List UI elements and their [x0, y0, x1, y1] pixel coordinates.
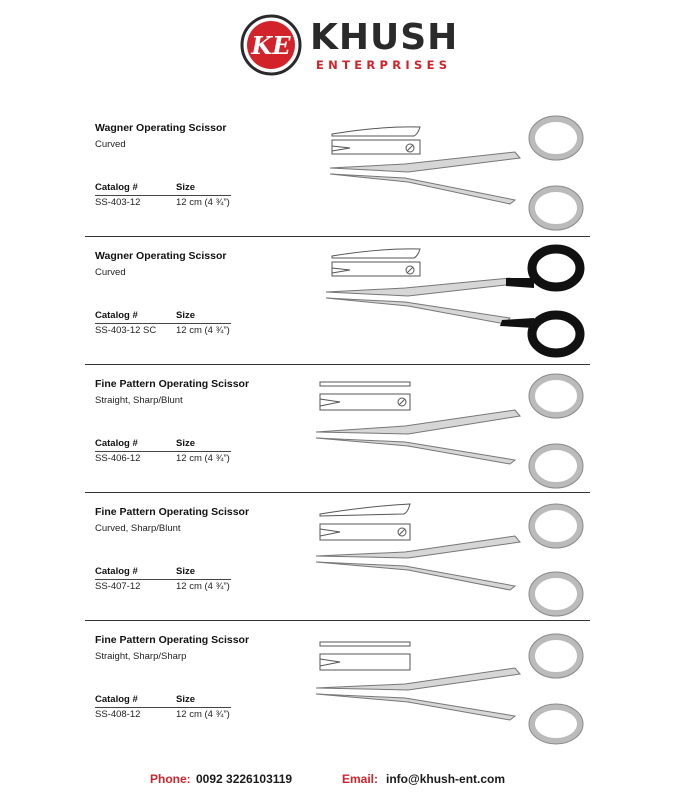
ke-monogram-icon: [240, 14, 302, 76]
brand-tagline: ENTERPRISES: [316, 58, 452, 72]
size-column-label: Size: [176, 310, 196, 321]
product-size: 12 cm (4 ¾”): [176, 325, 230, 336]
scissor-image: [310, 368, 600, 490]
email-label: Email:: [342, 772, 379, 786]
product-title: Fine Pattern Operating Scissor: [95, 634, 250, 646]
product-size: 12 cm (4 ¾”): [176, 581, 230, 592]
product-title: Wagner Operating Scissor: [95, 250, 227, 262]
catalog-number: SS-408-12: [95, 709, 141, 720]
product-description: Curved: [95, 267, 126, 278]
catalog-header: [95, 694, 231, 708]
size-column-label: Size: [176, 566, 196, 577]
catalog-column-label: Catalog #: [95, 694, 138, 705]
product-size: 12 cm (4 ¾”): [176, 709, 230, 720]
phone-label: Phone:: [150, 772, 191, 786]
contact-footer: [0, 772, 689, 792]
product-title: Fine Pattern Operating Scissor: [95, 506, 250, 518]
scissor-image: [310, 240, 600, 362]
catalog-column-label: Catalog #: [95, 182, 138, 193]
catalog-number: SS-403-12 SC: [95, 325, 157, 336]
catalog-header: [95, 438, 231, 452]
catalog-column-label: Catalog #: [95, 438, 138, 449]
catalog-number: SS-407-12: [95, 581, 141, 592]
product-title: Fine Pattern Operating Scissor: [95, 378, 250, 390]
size-column-label: Size: [176, 694, 196, 705]
product-section: [0, 108, 689, 236]
svg-text:KE: KE: [251, 31, 291, 60]
scissor-image: [310, 496, 600, 618]
product-description: Curved, Sharp/Blunt: [95, 523, 181, 534]
catalog-column-label: Catalog #: [95, 566, 138, 577]
brand-name: KHUSH: [310, 17, 459, 58]
product-size: 12 cm (4 ¾”): [176, 453, 230, 464]
catalog-header: [95, 566, 231, 580]
product-section: [0, 236, 689, 364]
product-section: [0, 620, 689, 748]
size-column-label: Size: [176, 182, 196, 193]
product-description: Straight, Sharp/Sharp: [95, 651, 187, 662]
catalog-number: SS-406-12: [95, 453, 141, 464]
catalog-column-label: Catalog #: [95, 310, 138, 321]
phone-number[interactable]: 0092 3226103119: [196, 772, 293, 786]
product-description: Curved: [95, 139, 126, 150]
catalog-header: [95, 310, 231, 324]
catalog-number: SS-403-12: [95, 197, 141, 208]
size-column-label: Size: [176, 438, 196, 449]
brand-logo: [240, 14, 460, 76]
email-address[interactable]: info@khush-ent.com: [386, 772, 506, 786]
scissor-image: [310, 112, 600, 234]
product-section: [0, 364, 689, 492]
product-description: Straight, Sharp/Blunt: [95, 395, 183, 406]
product-section: [0, 492, 689, 620]
product-size: 12 cm (4 ¾”): [176, 197, 230, 208]
product-title: Wagner Operating Scissor: [95, 122, 227, 134]
scissor-image: [310, 624, 600, 746]
catalog-header: [95, 182, 231, 196]
